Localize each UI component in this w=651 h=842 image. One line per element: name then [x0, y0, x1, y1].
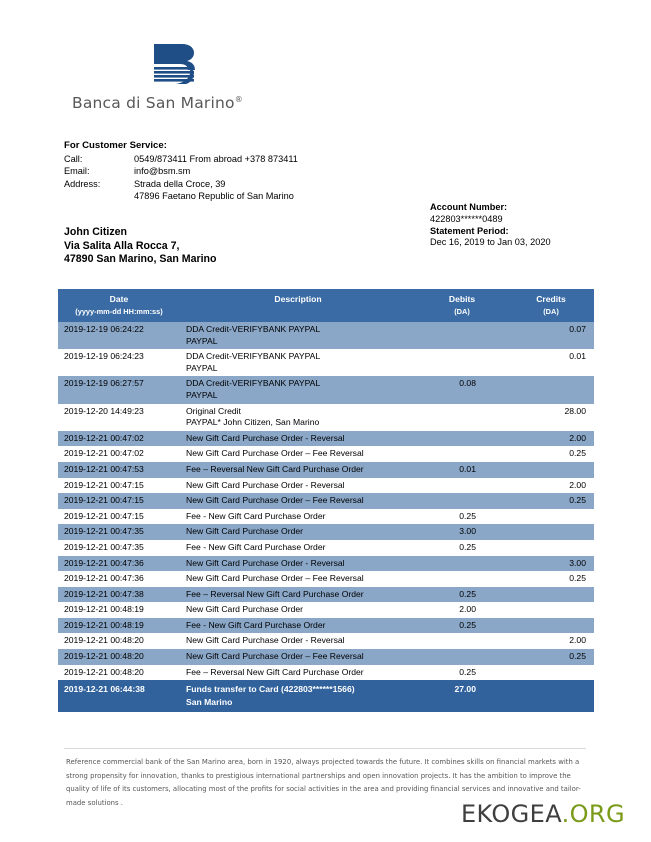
bank-name-text: Banca di San Marino — [72, 94, 235, 112]
customer-service-value-address-line2: 47896 Faetano Republic of San Marino — [134, 190, 294, 201]
column-header-credits-currency: (DA) — [543, 306, 559, 316]
cell-date: 2019-12-21 00:48:19 — [58, 602, 180, 618]
table-row — [58, 376, 594, 403]
table-row — [58, 349, 594, 376]
cell-description — [180, 602, 416, 618]
cell-credit: 2.00 — [508, 431, 594, 447]
statement-period-value: Dec 16, 2019 to Jan 03, 2020 — [430, 237, 551, 248]
cell-description — [180, 509, 416, 525]
customer-service-label-email: Email: — [64, 166, 90, 177]
table-header-row — [58, 289, 594, 322]
customer-service-row-address — [64, 178, 424, 190]
cell-date: 2019-12-19 06:27:57 — [58, 376, 180, 403]
table-row-total — [58, 680, 594, 712]
description-line-1: DDA Credit-VERIFYBANK PAYPAL — [186, 324, 321, 334]
registered-mark: ® — [234, 94, 243, 104]
description-line-1: Fee – Reversal New Gift Card Purchase Order — [186, 666, 364, 677]
description-line-1: New Gift Card Purchase Order - Reversal — [186, 479, 345, 490]
table-row — [58, 540, 594, 556]
description-line-1: DDA Credit-VERIFYBANK PAYPAL — [186, 351, 321, 362]
cell-debit: 0.25 — [416, 618, 508, 634]
column-header-description — [180, 289, 416, 322]
cell-debit — [416, 322, 508, 349]
cell-debit — [416, 431, 508, 447]
customer-service-value-address-line1: Strada della Croce, 39 — [134, 178, 226, 189]
description-line-1: New Gift Card Purchase Order – Fee Reversal — [186, 651, 364, 662]
column-header-credits — [508, 289, 594, 322]
account-info-block — [430, 202, 551, 249]
cell-date: 2019-12-21 00:48:20 — [58, 665, 180, 681]
cell-description — [180, 571, 416, 587]
cell-credit: 28.00 — [508, 404, 594, 431]
cell-date: 2019-12-21 06:44:38 — [58, 680, 180, 712]
cell-credit — [508, 680, 594, 712]
cell-description — [180, 322, 416, 349]
cell-description — [180, 633, 416, 649]
description-line-1: New Gift Card Purchase Order - Reversal — [186, 635, 345, 646]
cell-credit: 0.25 — [508, 446, 594, 462]
footer-disclaimer: Reference commercial bank of the San Marino area, born in 1920, always projected towards the future. It combines skills on financial markets with a strong propensity for innovation, thanks to prestigious international partnerships and open innovation projects. It has the ambition to improve the quality of life of its customers, allocating most of the profits for social activities in the area and providing financial services and innovative and tailor-made solutions . — [66, 758, 581, 807]
table-row — [58, 322, 594, 349]
customer-service-row-call — [64, 153, 424, 165]
cell-date: 2019-12-21 00:47:35 — [58, 524, 180, 540]
table-row — [58, 556, 594, 572]
cell-debit — [416, 446, 508, 462]
cell-credit — [508, 665, 594, 681]
cell-credit: 0.01 — [508, 349, 594, 376]
cell-date: 2019-12-19 06:24:23 — [58, 349, 180, 376]
cell-description — [180, 462, 416, 478]
table-body — [58, 322, 594, 712]
cell-credit: 2.00 — [508, 478, 594, 494]
customer-service-label-call: Call: — [64, 154, 83, 165]
cell-description — [180, 556, 416, 572]
table-row — [58, 431, 594, 447]
cell-debit — [416, 633, 508, 649]
column-header-date-format: (yyyy-mm-dd HH:mm:ss) — [75, 306, 163, 316]
description-line-2: San Marino — [186, 696, 233, 707]
cell-debit — [416, 349, 508, 376]
cell-description — [180, 680, 416, 712]
cell-description — [180, 404, 416, 431]
cell-date: 2019-12-21 00:47:15 — [58, 478, 180, 494]
cell-credit: 0.07 — [508, 322, 594, 349]
column-header-description-label: Description — [274, 294, 322, 304]
cell-credit: 0.25 — [508, 649, 594, 665]
cell-credit: 0.25 — [508, 493, 594, 509]
cell-date: 2019-12-21 00:47:02 — [58, 431, 180, 447]
description-line-1: Fee - New Gift Card Purchase Order — [186, 619, 326, 630]
customer-address-line1: Via Salita Alla Rocca 7, — [64, 239, 180, 252]
table-row — [58, 478, 594, 494]
cell-description — [180, 431, 416, 447]
cell-date: 2019-12-21 00:47:38 — [58, 587, 180, 603]
description-line-1: New Gift Card Purchase Order – Fee Reversal — [186, 573, 364, 584]
cell-date: 2019-12-21 00:47:15 — [58, 509, 180, 525]
customer-service-value-call: 0549/873411 From abroad +378 873411 — [134, 154, 298, 165]
cell-debit: 0.25 — [416, 665, 508, 681]
ekogea-watermark — [461, 800, 625, 828]
cell-date: 2019-12-21 00:47:36 — [58, 556, 180, 572]
cell-debit: 0.01 — [416, 462, 508, 478]
cell-date: 2019-12-21 00:48:19 — [58, 618, 180, 634]
table-row — [58, 649, 594, 665]
cell-debit: 0.25 — [416, 587, 508, 603]
cell-debit — [416, 649, 508, 665]
cell-date: 2019-12-21 00:47:15 — [58, 493, 180, 509]
description-line-2: PAYPAL — [186, 389, 218, 400]
description-line-1: New Gift Card Purchase Order — [186, 604, 304, 615]
customer-service-block — [64, 140, 424, 202]
cell-date: 2019-12-21 00:48:20 — [58, 649, 180, 665]
brand-suffix: .ORG — [561, 800, 625, 828]
banca-di-san-marino-b-logo-icon — [146, 42, 202, 88]
cell-date: 2019-12-20 14:49:23 — [58, 404, 180, 431]
table-row — [58, 462, 594, 478]
column-header-date — [58, 289, 180, 322]
column-header-credits-label: Credits — [536, 294, 566, 304]
cell-debit: 0.25 — [416, 540, 508, 556]
cell-credit: 0.25 — [508, 571, 594, 587]
bank-name — [72, 94, 302, 112]
cell-debit: 2.00 — [416, 602, 508, 618]
customer-service-row-address-cont — [64, 190, 424, 202]
customer-service-label-address: Address: — [64, 178, 101, 189]
description-line-1: Funds transfer to Card (422803******1566) — [186, 684, 355, 695]
cell-debit — [416, 556, 508, 572]
table-row — [58, 587, 594, 603]
cell-date: 2019-12-21 00:47:02 — [58, 446, 180, 462]
table-row — [58, 446, 594, 462]
cell-description — [180, 540, 416, 556]
cell-debit: 3.00 — [416, 524, 508, 540]
cell-description — [180, 524, 416, 540]
description-line-1: DDA Credit-VERIFYBANK PAYPAL — [186, 378, 321, 389]
cell-description — [180, 376, 416, 403]
cell-description — [180, 493, 416, 509]
table-row — [58, 571, 594, 587]
cell-description — [180, 478, 416, 494]
cell-credit — [508, 602, 594, 618]
description-line-1: New Gift Card Purchase Order — [186, 526, 304, 537]
cell-debit: 0.08 — [416, 376, 508, 403]
description-line-1: Fee – Reversal New Gift Card Purchase Order — [186, 463, 364, 474]
column-header-debits — [416, 289, 508, 322]
cell-credit: 3.00 — [508, 556, 594, 572]
cell-debit: 27.00 — [416, 680, 508, 712]
cell-credit — [508, 618, 594, 634]
table-row — [58, 633, 594, 649]
cell-credit — [508, 540, 594, 556]
table-row — [58, 524, 594, 540]
cell-description — [180, 618, 416, 634]
cell-description — [180, 587, 416, 603]
customer-address-line2: 47890 San Marino, San Marino — [64, 253, 217, 266]
description-line-1: New Gift Card Purchase Order - Reversal — [186, 557, 345, 568]
statement-period-label: Statement Period: — [430, 225, 509, 236]
table-row — [58, 602, 594, 618]
column-header-date-label: Date — [109, 294, 129, 304]
column-header-debits-label: Debits — [448, 294, 476, 304]
cell-description — [180, 649, 416, 665]
account-number-value: 422803******0489 — [430, 213, 503, 224]
table-row — [58, 509, 594, 525]
cell-date: 2019-12-19 06:24:22 — [58, 322, 180, 349]
cell-credit — [508, 376, 594, 403]
customer-service-value-email: info@bsm.sm — [134, 166, 191, 177]
customer-service-row-email — [64, 165, 424, 177]
customer-service-label-empty — [64, 190, 134, 202]
cell-debit — [416, 571, 508, 587]
cell-debit — [416, 478, 508, 494]
cell-description — [180, 349, 416, 376]
brand-name: EKOGEA — [460, 800, 562, 828]
cell-debit: 0.25 — [416, 509, 508, 525]
description-line-1: Fee - New Gift Card Purchase Order — [186, 541, 326, 552]
description-line-1: Fee – Reversal New Gift Card Purchase Order — [186, 588, 364, 599]
description-line-2: PAYPAL — [186, 362, 218, 373]
cell-debit — [416, 404, 508, 431]
customer-address-block — [64, 226, 216, 267]
customer-service-title: For Customer Service: — [64, 140, 167, 151]
cell-date: 2019-12-21 00:47:36 — [58, 571, 180, 587]
description-line-1: Fee - New Gift Card Purchase Order — [186, 510, 326, 521]
footer-divider — [64, 748, 586, 749]
description-line-1: New Gift Card Purchase Order – Fee Reversal — [186, 495, 364, 506]
description-line-2: PAYPAL — [186, 335, 218, 346]
bank-logo-block — [72, 42, 302, 112]
cell-credit: 2.00 — [508, 633, 594, 649]
cell-date: 2019-12-21 00:48:20 — [58, 633, 180, 649]
table-row — [58, 665, 594, 681]
cell-credit — [508, 462, 594, 478]
description-line-1: Original Credit — [186, 405, 241, 416]
cell-description — [180, 665, 416, 681]
description-line-1: New Gift Card Purchase Order - Reversal — [186, 432, 345, 443]
table-row — [58, 404, 594, 431]
description-line-1: New Gift Card Purchase Order – Fee Reversal — [186, 448, 364, 459]
account-number-label: Account Number: — [430, 202, 508, 212]
customer-name: John Citizen — [64, 226, 127, 238]
cell-credit — [508, 587, 594, 603]
cell-description — [180, 446, 416, 462]
cell-date: 2019-12-21 00:47:35 — [58, 540, 180, 556]
description-line-2: PAYPAL* John Citizen, San Marino — [186, 417, 320, 428]
table-row — [58, 493, 594, 509]
column-header-debits-currency: (DA) — [454, 306, 470, 316]
transactions-table — [58, 289, 594, 712]
cell-credit — [508, 509, 594, 525]
cell-date: 2019-12-21 00:47:53 — [58, 462, 180, 478]
table-row — [58, 618, 594, 634]
table-header — [58, 289, 594, 322]
cell-debit — [416, 493, 508, 509]
cell-credit — [508, 524, 594, 540]
